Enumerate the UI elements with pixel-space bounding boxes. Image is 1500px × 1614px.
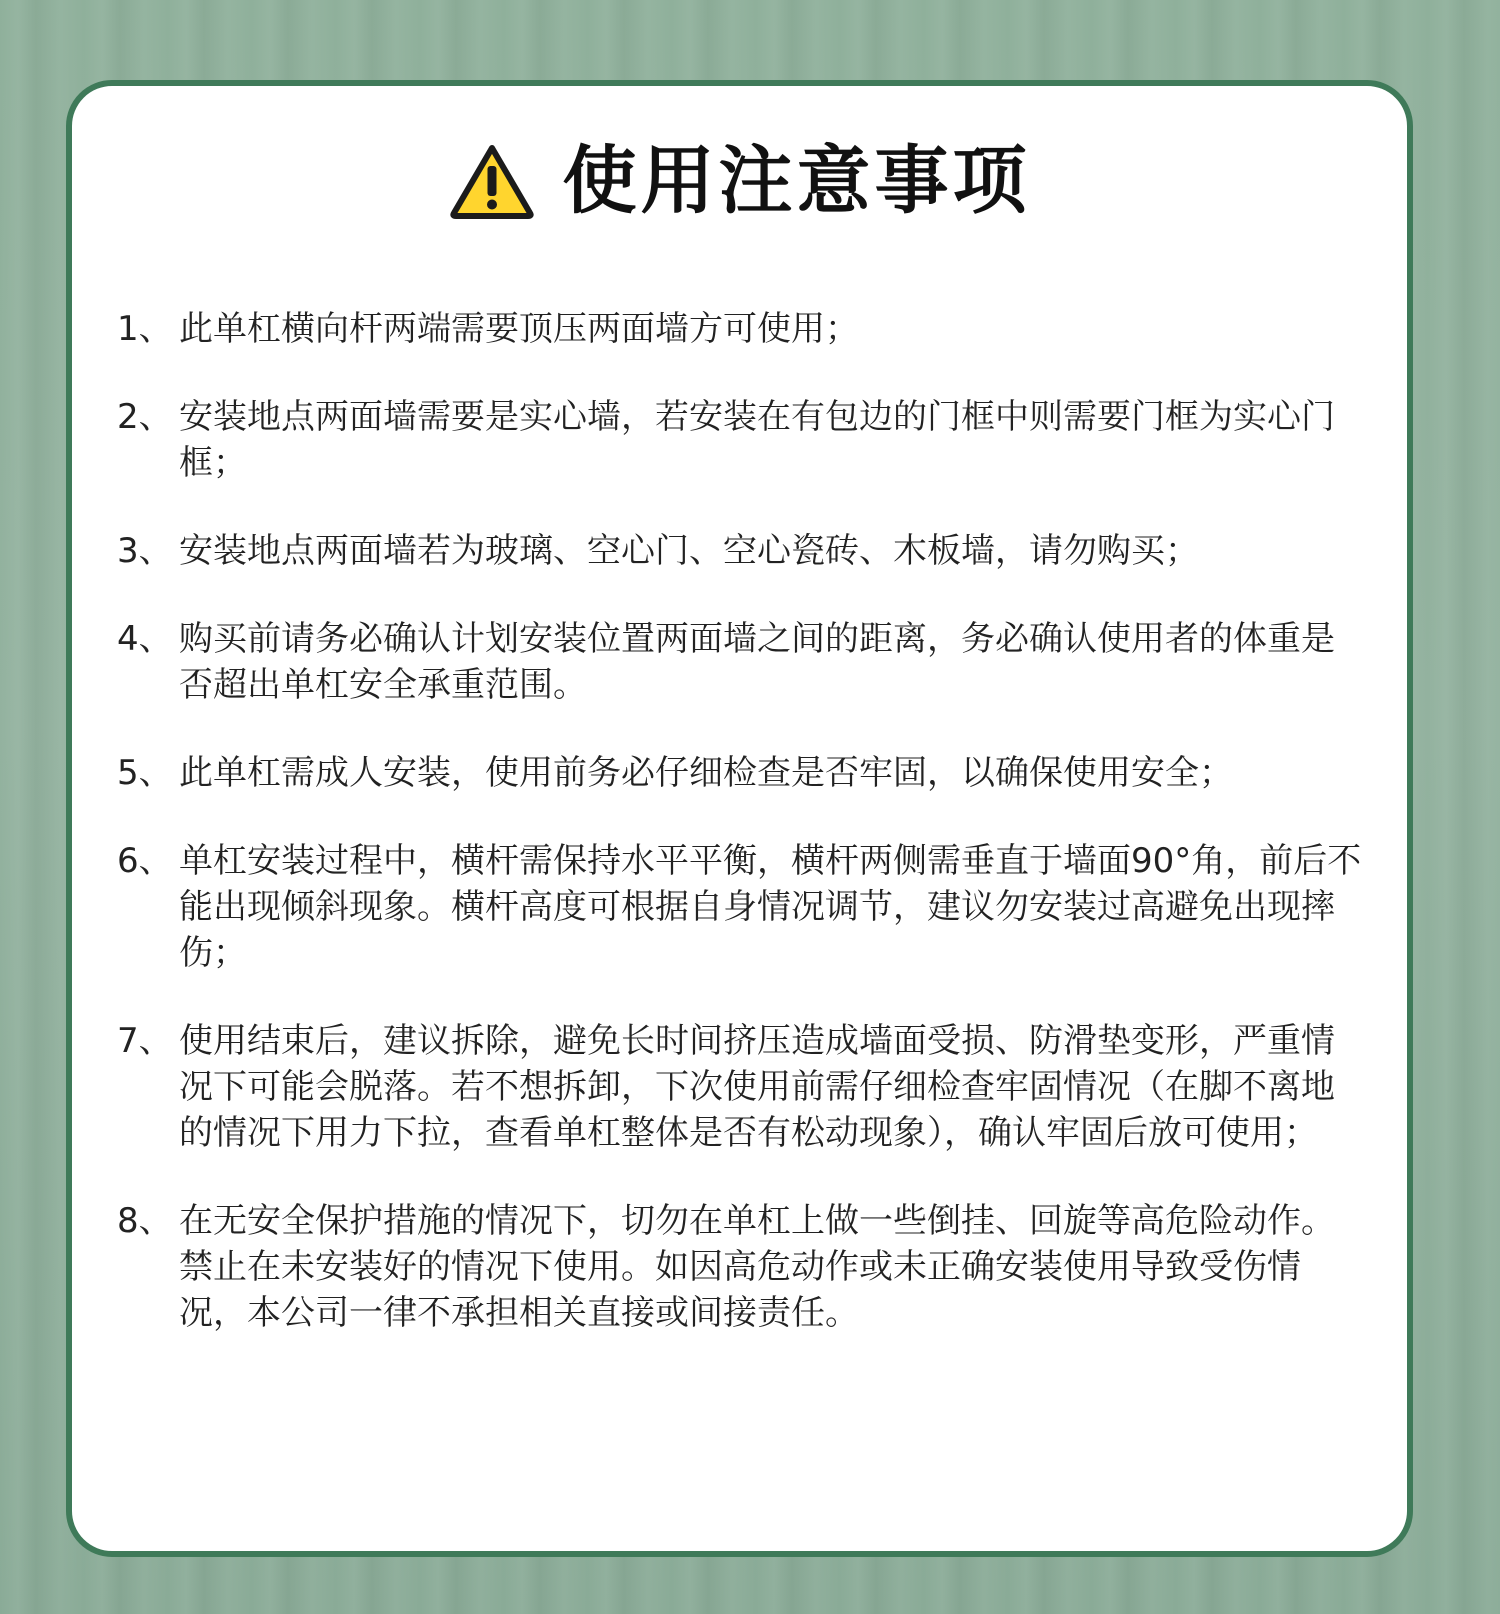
notice-text: 安装地点两面墙需要是实心墙，若安装在有包边的门框中则需要门框为实心门框；	[179, 397, 1335, 483]
notice-item	[117, 1018, 1367, 1156]
notice-text: 此单杠横向杆两端需要顶压两面墙方可使用；	[179, 309, 859, 349]
notice-index: 2、	[117, 397, 173, 437]
notice-text: 购买前请务必确认计划安装位置两面墙之间的距离，务必确认使用者的体重是否超出单杠安全承重范围。	[179, 619, 1335, 705]
notice-text: 安装地点两面墙若为玻璃、空心门、空心瓷砖、木板墙，请勿购买；	[179, 531, 1199, 571]
notice-text: 使用结束后，建议拆除，避免长时间挤压造成墙面受损、防滑垫变形，严重情况下可能会脱落。若不想拆卸，下次使用前需仔细检查牢固情况（在脚不离地的情况下用力下拉，查看单杠整体是否有松动现象），确认牢固后放可使用；	[179, 1021, 1335, 1153]
notice-item	[117, 394, 1367, 486]
page-title: 使用注意事项	[562, 138, 1031, 224]
notice-item	[117, 616, 1367, 708]
notice-index: 4、	[117, 619, 173, 659]
notice-text: 在无安全保护措施的情况下，切勿在单杠上做一些倒挂、回旋等高危险动作。禁止在未安装好的情况下使用。如因高危动作或未正确安装使用导致受伤情况，本公司一律不承担相关直接或间接责任。	[179, 1201, 1335, 1333]
notice-item	[117, 1198, 1367, 1336]
notice-index: 3、	[117, 531, 173, 571]
notice-index: 7、	[117, 1021, 173, 1061]
notice-list	[117, 306, 1367, 1378]
notice-card	[66, 80, 1413, 1557]
warning-icon	[449, 143, 535, 219]
notice-item	[117, 528, 1367, 574]
title-row	[72, 131, 1407, 231]
notice-index: 1、	[117, 309, 173, 349]
notice-text: 此单杠需成人安装，使用前务必仔细检查是否牢固，以确保使用安全；	[179, 753, 1233, 793]
notice-item	[117, 838, 1367, 976]
notice-item	[117, 306, 1367, 352]
notice-index: 6、	[117, 841, 173, 881]
notice-text: 单杠安装过程中，横杆需保持水平平衡，横杆两侧需垂直于墙面90°角，前后不能出现倾斜现象。横杆高度可根据自身情况调节，建议勿安装过高避免出现摔伤；	[179, 841, 1362, 973]
notice-item	[117, 750, 1367, 796]
notice-index: 5、	[117, 753, 173, 793]
notice-index: 8、	[117, 1201, 173, 1241]
